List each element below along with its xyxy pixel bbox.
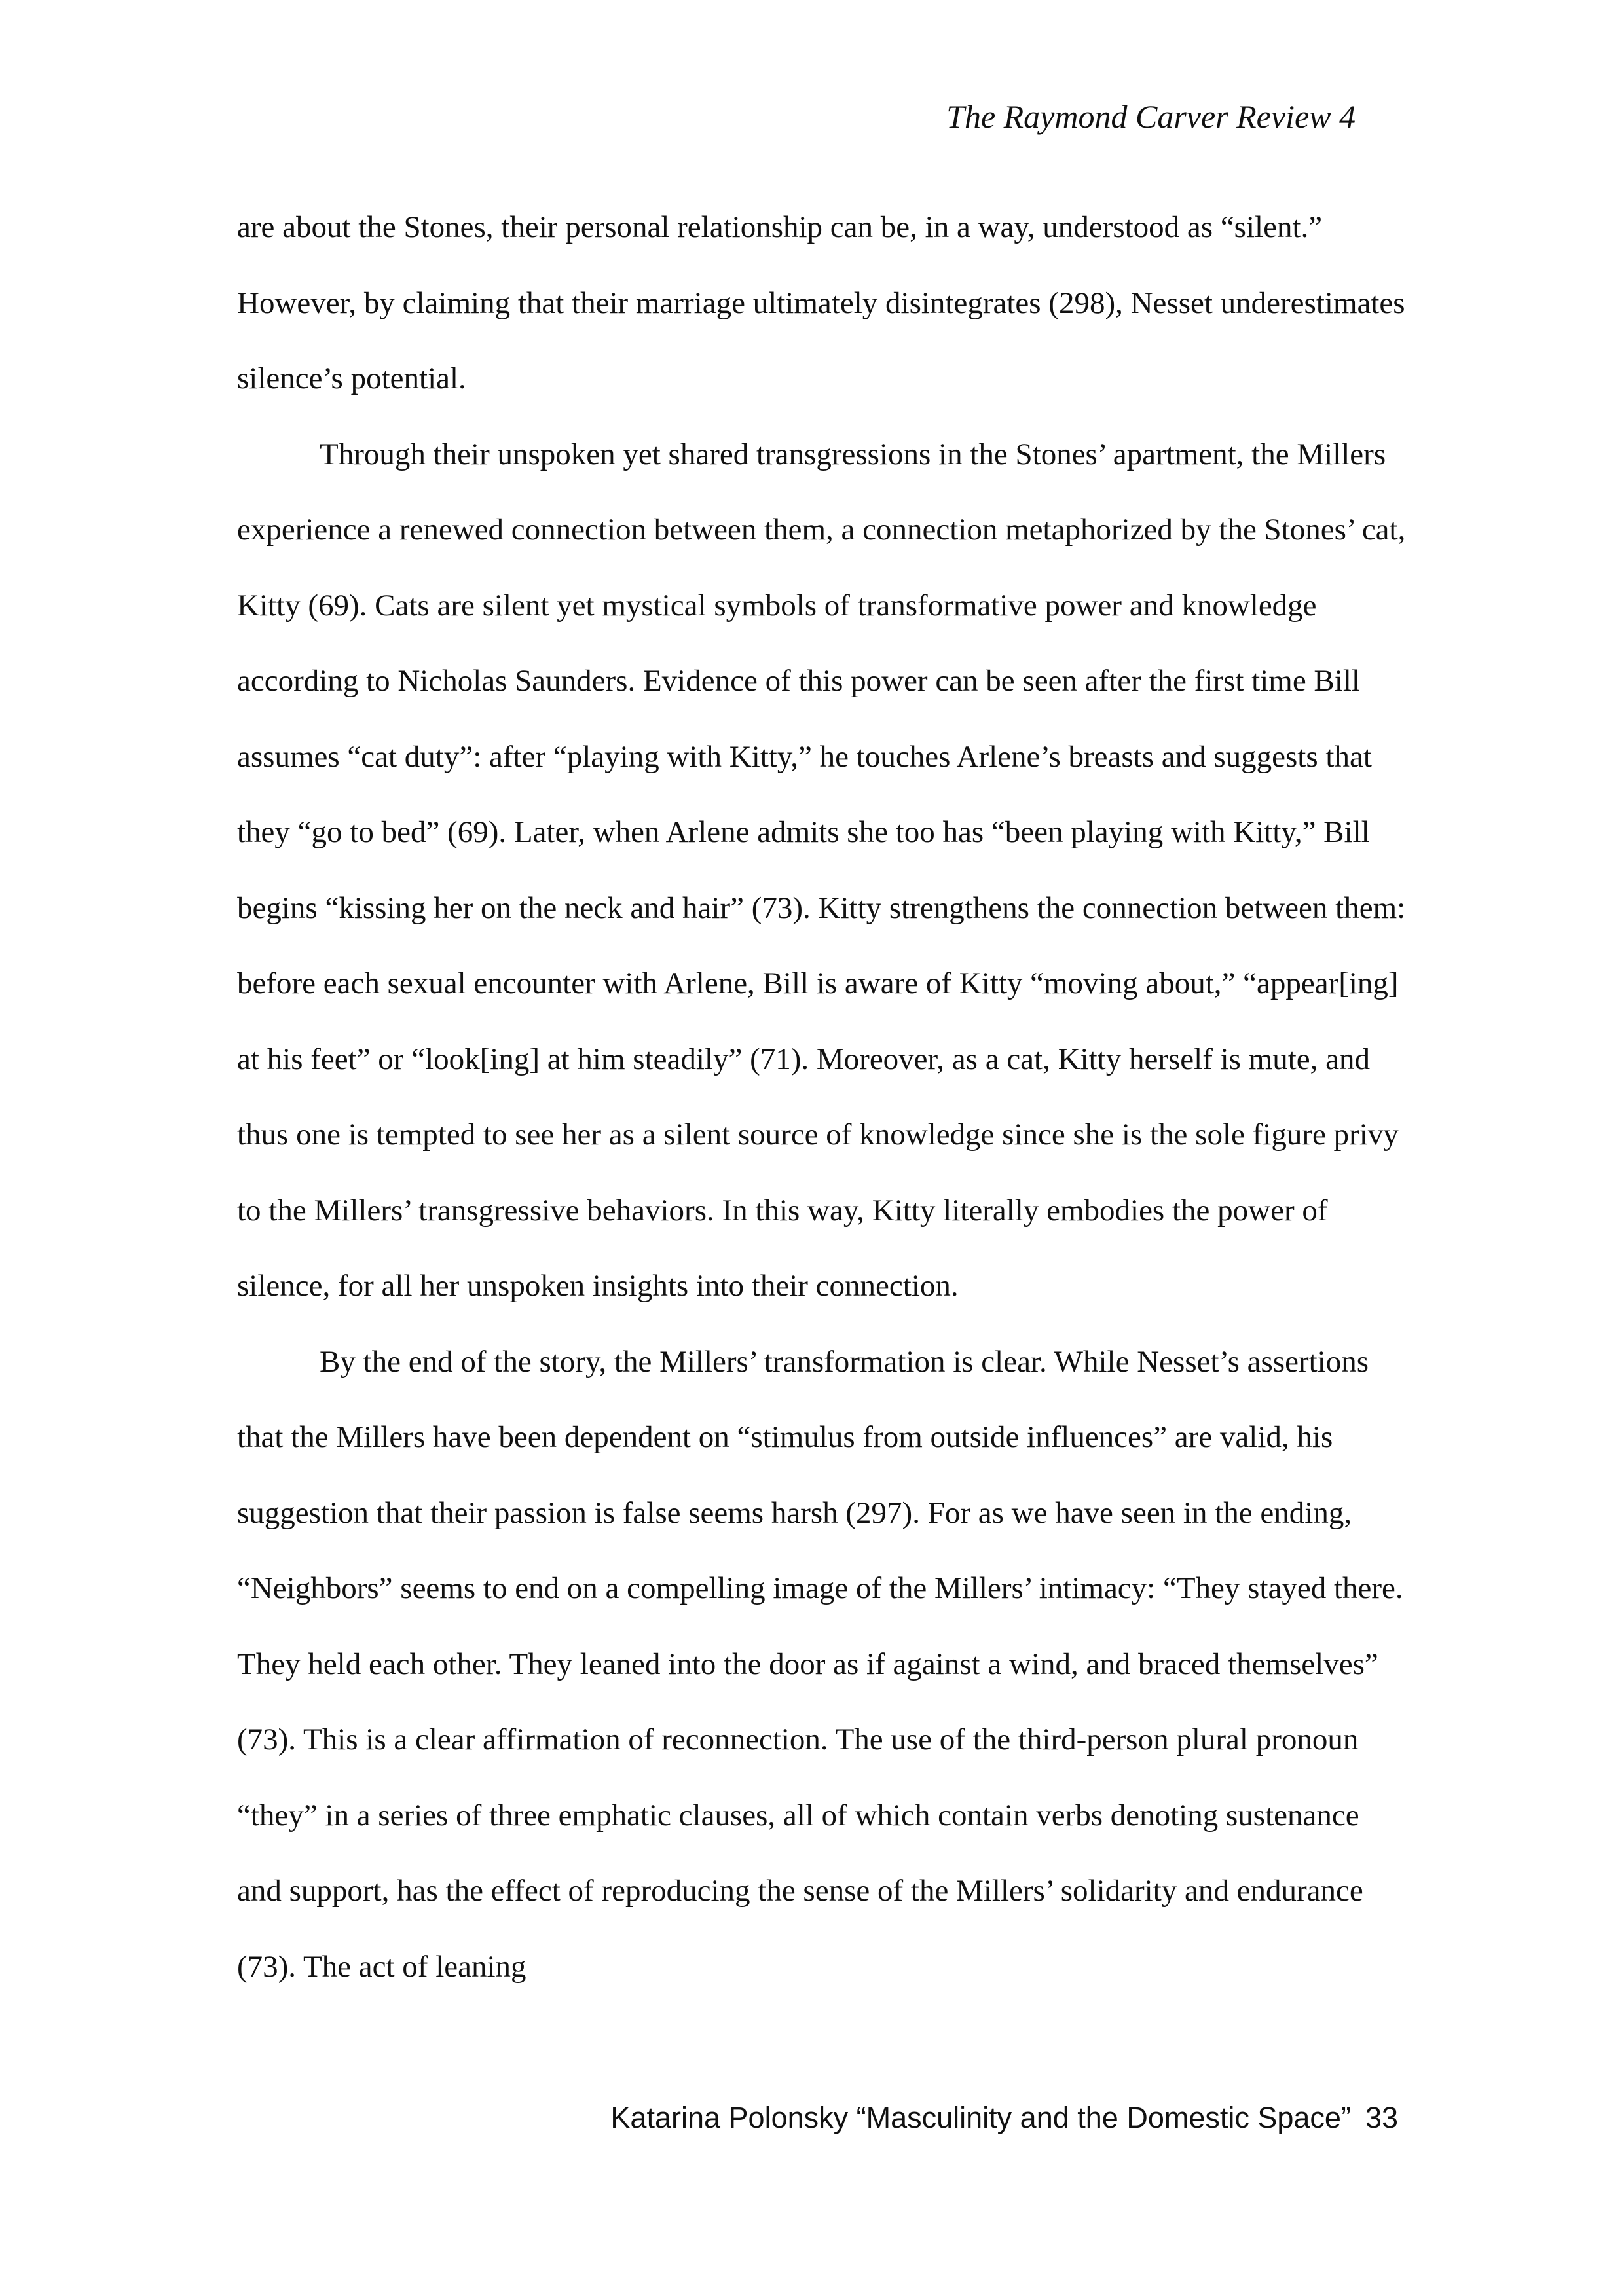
- paragraph-kitty-symbolism: Through their unspoken yet shared transgressions in the Stones’ apartment, the Millers experience a renewed connection between them, a connection metaphorized by the Stones’ cat, Kitty (69). Cats are silent yet mystical symbols of transformative power and knowledge according to Nicholas Saunders. Evidence of this power can be seen after the first time Bill assumes “cat duty”: after “playing with Kitty,” he touches Arlene’s breasts and suggests that they “go to bed” (69). Later, when Arlene admits she too has “been playing with Kitty,” Bill begins “kissing her on the neck and hair” (73). Kitty strengthens the connection between them: before each sexual encounter with Arlene, Bill is aware of Kitty “moving about,” “appear[ing] at his feet” or “look[ing] at him steadily” (71). Moreover, as a cat, Kitty herself is mute, and thus one is tempted to see her as a silent source of knowledge since she is the sole figure privy to the Millers’ transgressive behaviors. In this way, Kitty literally embodies the power of silence, for all her unspoken insights into their connection.: [237, 437, 1406, 1303]
- paragraph-millers-transformation: By the end of the story, the Millers’ transformation is clear. While Nesset’s assertions that the Millers have been dependent on “stimulus from outside influences” are valid, his suggestion that their passion is false seems harsh (297). For as we have seen in the ending, “Neighbors” seems to end on a compelling image of the Millers’ intimacy: “They stayed there. They held each other. They leaned into the door as if against a wind, and braced themselves” (73). This is a clear affirmation of reconnection. The use of the third-person plural pronoun “they” in a series of three emphatic clauses, all of which contain verbs denoting sustenance and support, has the effect of reproducing the sense of the Millers’ solidarity and endurance (73). The act of leaning: [237, 1344, 1403, 1984]
- page-footer: [610, 2098, 1398, 2138]
- paragraph-continuation: are about the Stones, their personal relationship can be, in a way, understood as “silent.” However, by claiming that their marriage ultimately disintegrates (298), Nesset underestimates silence’s potential.: [237, 210, 1405, 395]
- running-header-title: The Raymond Carver Review 4: [946, 98, 1356, 135]
- page-number: 33: [1365, 2101, 1398, 2134]
- body-text: [237, 190, 1409, 2005]
- footer-citation: Katarina Polonsky “Masculinity and the Domestic Space”: [610, 2101, 1351, 2134]
